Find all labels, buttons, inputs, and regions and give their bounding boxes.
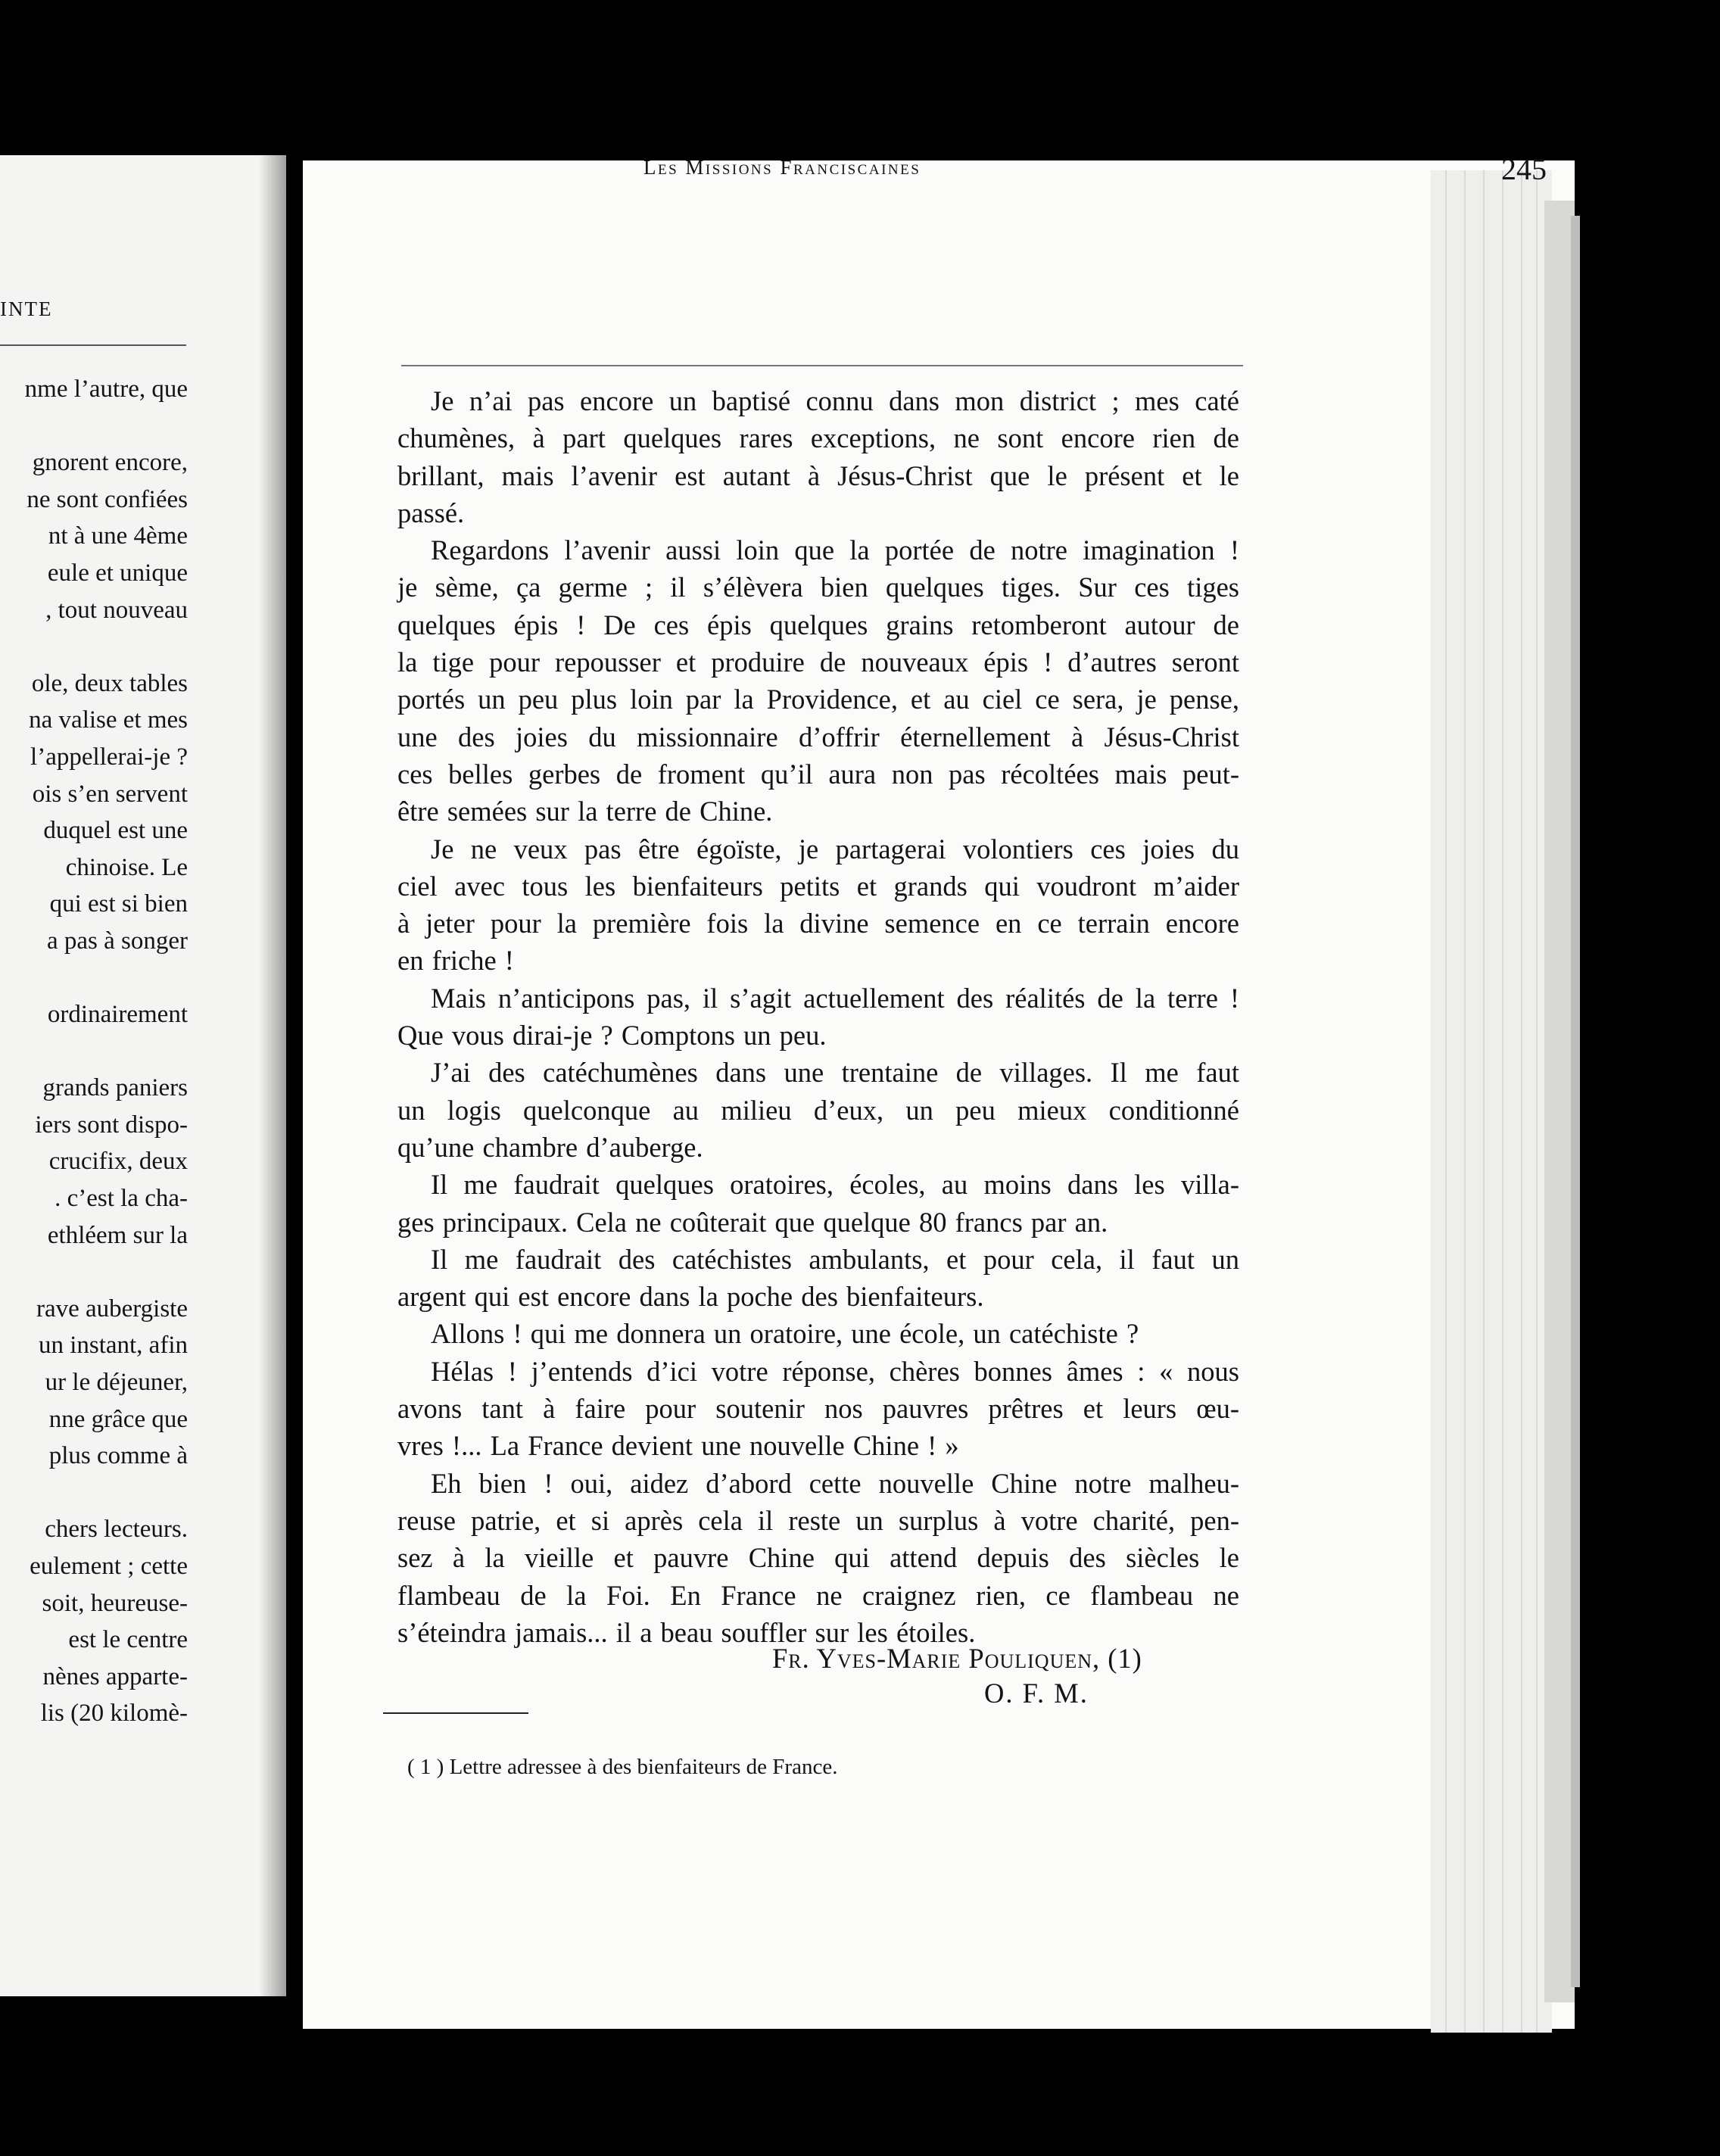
left-text-line: nt à une 4ème xyxy=(48,522,188,550)
running-head xyxy=(303,148,1552,194)
left-page xyxy=(0,155,286,1996)
left-text-line: chers lecteurs. xyxy=(45,1516,188,1544)
text-line: sez à la vieille et pauvre Chine qui attend depuis des siècles le xyxy=(397,1542,1239,1574)
left-text-line: nne grâce que xyxy=(48,1405,188,1433)
text-line: s’éteindra jamais... il a beau souffler sur les étoiles. xyxy=(397,1616,976,1648)
left-text-line: iers sont dispo- xyxy=(35,1111,188,1139)
left-text-line: eulement ; cette xyxy=(30,1553,188,1580)
text-line: passé. xyxy=(397,497,465,528)
left-text-line: l’appellerai-je ? xyxy=(30,743,188,771)
text-line: Eh bien ! oui, aidez d’abord cette nouvelle Chine notre malheu- xyxy=(431,1467,1239,1499)
text-line: Que vous dirai-je ? Comptons un peu. xyxy=(397,1020,827,1052)
left-text-line: , tout nouveau xyxy=(45,596,188,624)
left-text-line: lis (20 kilomè- xyxy=(40,1700,188,1728)
text-line: ciel avec tous les bienfaiteurs petits et grands qui voudront m’aider xyxy=(397,870,1239,902)
left-text-line: duquel est une xyxy=(43,817,188,845)
left-text-line: eule et unique xyxy=(47,559,188,587)
left-text-line: un instant, afin xyxy=(38,1332,188,1360)
left-text-line xyxy=(0,1475,188,1512)
letter-body xyxy=(397,382,1239,1651)
left-text-line: na valise et mes xyxy=(29,706,188,734)
left-text-line: soit, heureuse- xyxy=(42,1589,188,1617)
left-text-line: ne sont confiées xyxy=(26,485,188,513)
text-line: ges principaux. Cela ne coûterait que quelque 80 francs par an. xyxy=(397,1206,1108,1238)
text-line: Je n’ai pas encore un baptisé connu dans mon district ; mes caté xyxy=(431,385,1239,416)
left-page-text xyxy=(0,371,188,1732)
left-text-line xyxy=(0,408,188,445)
text-line: portés un peu plus loin par la Providence, et au ciel ce sera, je pense, xyxy=(397,684,1239,715)
text-line: vres !... La France devient une nouvelle Chine ! » xyxy=(397,1430,959,1462)
footnote: ( 1 ) Lettre adressee à des bienfaiteurs de France. xyxy=(407,1755,838,1779)
text-line: flambeau de la Foi. En France ne craignez rien, ce flambeau ne xyxy=(397,1579,1239,1611)
footnote-rule xyxy=(383,1712,528,1714)
gutter-shadow xyxy=(259,155,286,1996)
left-text-line: crucifix, deux xyxy=(48,1148,188,1176)
page-edges xyxy=(1431,170,1590,2033)
text-line: être semées sur la terre de Chine. xyxy=(397,796,773,827)
text-line: Allons ! qui me donnera un oratoire, une école, un catéchiste ? xyxy=(431,1318,1139,1350)
text-line: brillant, mais l’avenir est autant à Jésus-Christ que le présent et le xyxy=(397,460,1239,491)
left-text-line xyxy=(0,1033,188,1070)
left-text-line: plus comme à xyxy=(48,1442,188,1470)
text-line: Regardons l’avenir aussi loin que la portée de notre imagination ! xyxy=(431,534,1239,566)
text-line: argent qui est encore dans la poche des bienfaiteurs. xyxy=(397,1281,984,1313)
text-line: chumènes, à part quelques rares exceptions, ne sont encore rien de xyxy=(397,422,1239,454)
left-text-line: ur le déjeuner, xyxy=(45,1369,188,1397)
left-text-line: est le centre xyxy=(68,1626,188,1654)
text-line: Mais n’anticipons pas, il s’agit actuellement des réalités de la terre ! xyxy=(431,982,1239,1014)
text-line: Il me faudrait quelques oratoires, écoles, au moins dans les villa- xyxy=(431,1169,1239,1201)
text-line: reuse patrie, et si après cela il reste un surplus à votre charité, pen- xyxy=(397,1504,1239,1536)
text-line: quelques épis ! De ces épis quelques grains retomberont autour de xyxy=(397,609,1239,640)
left-text-line xyxy=(0,960,188,997)
left-text-line: ethléem sur la xyxy=(47,1221,188,1249)
left-text-line: ole, deux tables xyxy=(31,669,188,697)
page-number: 245 xyxy=(1501,152,1547,186)
left-text-line: ordinairement xyxy=(47,1001,188,1029)
head-rule xyxy=(401,365,1243,366)
left-text-line xyxy=(0,628,188,665)
text-line: qu’une chambre d’auberge. xyxy=(397,1131,703,1163)
left-text-line: gnorent encore, xyxy=(32,449,188,477)
left-text-line: a pas à songer xyxy=(46,927,188,955)
left-text-line: qui est si bien xyxy=(49,890,188,918)
signature: Fr. Yves-Marie Pouliquen, (1) xyxy=(772,1643,1142,1674)
religious-order: O. F. M. xyxy=(984,1678,1089,1709)
left-running-head: INTE xyxy=(0,298,53,320)
text-line: Hélas ! j’entends d’ici votre réponse, chères bonnes âmes : « nous xyxy=(431,1355,1239,1387)
text-line: la tige pour repousser et produire de nouveaux épis ! d’autres seront xyxy=(397,646,1239,678)
text-line: une des joies du missionnaire d’offrir éternellement à Jésus-Christ xyxy=(397,721,1239,752)
left-text-line: nme l’autre, que xyxy=(24,375,188,403)
left-text-line xyxy=(0,1254,188,1291)
text-line: avons tant à faire pour soutenir nos pauvres prêtres et leurs œu- xyxy=(397,1393,1239,1425)
text-line: ces belles gerbes de froment qu’il aura non pas récoltées mais peut- xyxy=(397,758,1239,790)
left-text-line: nènes apparte- xyxy=(42,1662,188,1690)
left-text-line: rave aubergiste xyxy=(36,1295,188,1323)
text-line: je sème, ça germe ; il s’élèvera bien quelques tiges. Sur ces tiges xyxy=(397,572,1239,603)
text-line: J’ai des catéchumènes dans une trentaine de villages. Il me faut xyxy=(431,1057,1239,1089)
text-line: Je ne veux pas être égoïste, je partagerai volontiers ces joies du xyxy=(431,833,1239,865)
text-line: Il me faudrait des catéchistes ambulants, et pour cela, il faut un xyxy=(431,1243,1239,1275)
left-head-rule xyxy=(0,344,186,346)
text-line: un logis quelconque au milieu d’eux, un peu mieux conditionné xyxy=(397,1094,1239,1126)
text-line: en friche ! xyxy=(397,945,514,977)
left-text-line: chinoise. Le xyxy=(65,853,188,881)
running-title: Les Missions Franciscaines xyxy=(643,156,921,179)
left-text-line: . c’est la cha- xyxy=(55,1185,188,1213)
left-text-line: ois s’en servent xyxy=(32,780,188,808)
text-line: à jeter pour la première fois la divine semence en ce terrain encore xyxy=(397,908,1239,939)
left-text-line: grands paniers xyxy=(42,1074,188,1102)
